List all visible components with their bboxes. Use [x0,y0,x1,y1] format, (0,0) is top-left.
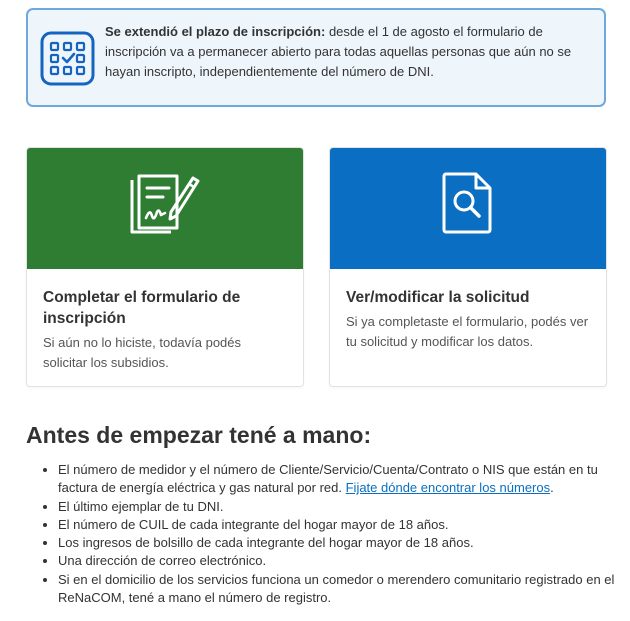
requirements-list [38,461,630,607]
link-suffix: . [550,480,554,496]
card-banner-green [27,148,303,269]
list-item [58,461,630,498]
notice-text [105,22,600,82]
list-item: • Los ingresos de bolsillo de cada integrante del hogar mayor de 18 años. [58,534,630,552]
card-ver-modificar-solicitud[interactable] [329,147,607,387]
card-banner-blue [330,148,606,269]
list-item: • El número de CUIL de cada integrante del hogar mayor de 18 años. [58,516,630,534]
notice-body: desde el 1 de agosto el formulario de inscripción va a permanecer abierto para todas aquellas personas que aún no se hayan inscripto, independientemente del número de DNI. [105,24,572,79]
card-description: Si aún no lo hiciste, todavía podés solicitar los subsidios. [43,335,242,370]
signed-document-icon [127,170,203,240]
card-title[interactable]: Completar el formulario de inscripción [43,289,241,327]
list-item: • Si en el domicilio de los servicios funciona un comedor o merendero comunitario registrado en el ReNaCOM, tené a mano el número de registro. [58,571,630,608]
calendar-check-icon [39,30,96,87]
card-title[interactable]: Ver/modificar la solicitud [346,289,530,306]
notice-banner [26,8,606,107]
section-title: Antes de empezar tené a mano: [26,422,372,448]
list-item: • El último ejemplar de tu DNI. [58,498,630,516]
card-completar-formulario[interactable] [26,147,304,387]
numbers-help-link[interactable]: Fijate dónde encontrar los números [345,480,551,496]
notice-bold: Se extendió el plazo de inscripción: [105,24,326,39]
list-item: • Una dirección de correo electrónico. [58,552,630,570]
document-search-icon [438,170,498,236]
list-item-text: El número de medidor y el número de Cliente/Servicio/Cuenta/Contrato o NIS que están en tu factura de energía eléctrica y gas natural por red. [58,462,598,496]
card-description: Si ya completaste el formulario, podés ver tu solicitud y modificar los datos. [346,314,589,349]
